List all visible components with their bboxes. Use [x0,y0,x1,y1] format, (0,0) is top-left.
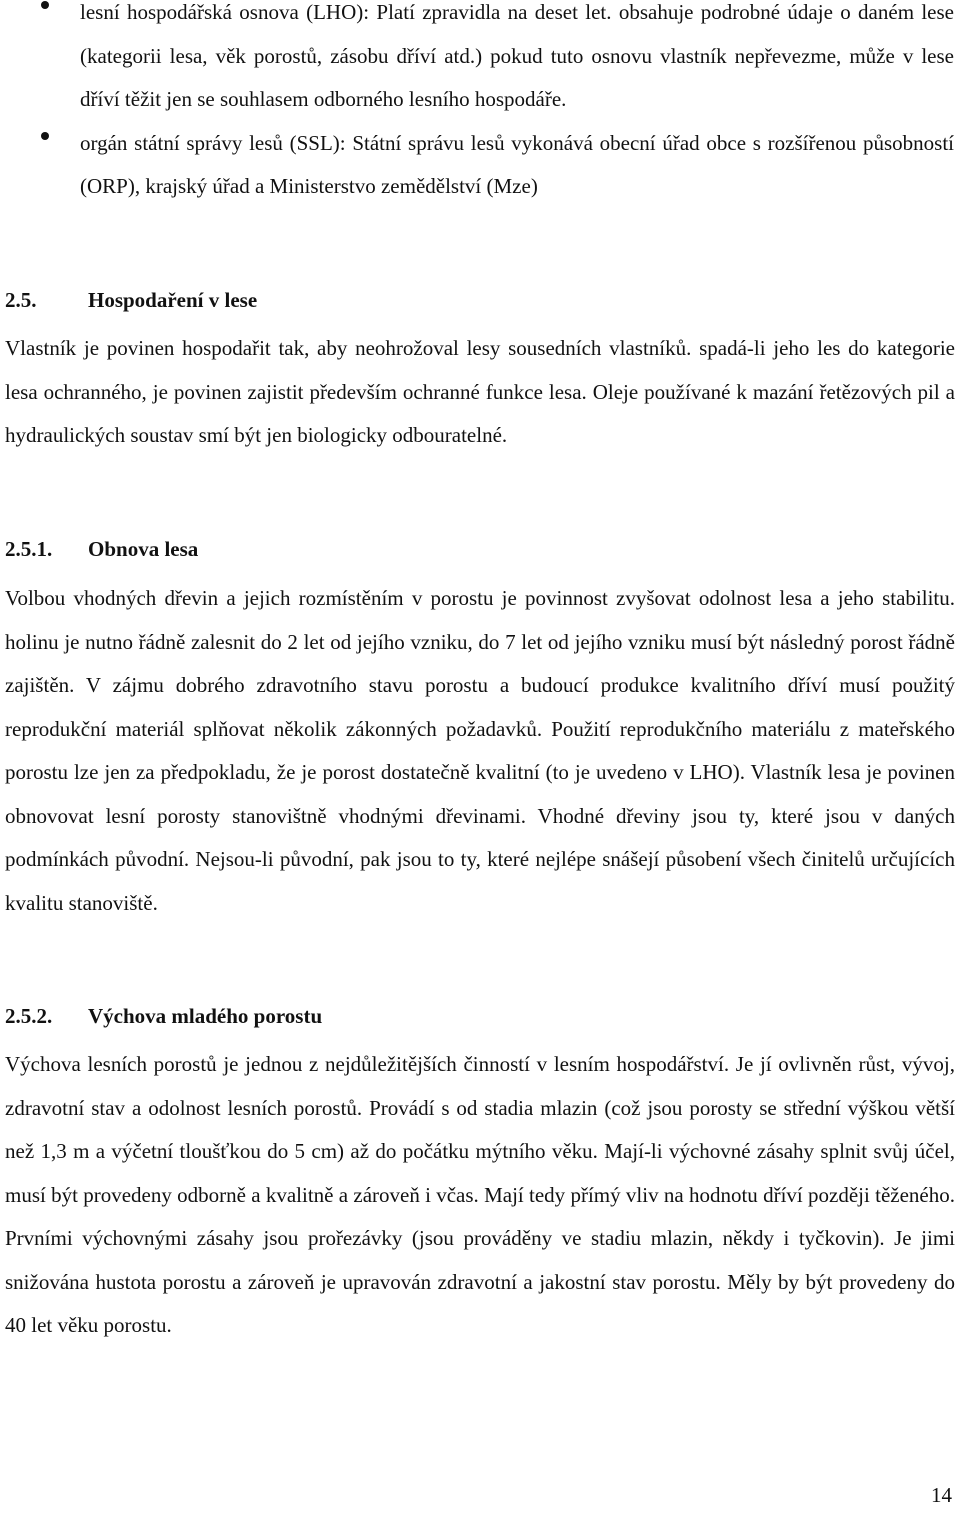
bullet-item-lho [0,0,960,122]
bullet-text: orgán státní správy lesů (SSL): Státní správu lesů vykonává obecní úřad obce s rozšířenou působností (ORP), krajský úřad a Ministerstvo zemědělství (Mze) [80,130,954,198]
section-body-2-5-2: Výchova lesních porostů je jednou z nejdůležitějších činností v lesním hospodářství. Je jí ovlivněn růst, vývoj, zdravotní stav a odolnost lesních porostů. Provádí s od stadia mlazin (což jsou porosty se střední výškou větší než 1,3 m a výčetní tloušťkou do 5 cm) až do počátku mýtního věku. Mají-li výchovné zásahy splnit svůj účel, musí být provedeny odborně a kvalitně a zároveň i včas. Mají tedy přímý vliv na hodnotu dříví později těženého. Prvními výchovnými zásahy jsou prořezávky (jsou prováděny ve stadiu mlazin, někdy i tyčkovin). Je jimi snižována hustota porostu a zároveň je upravován zdravotní a jakostní stav porostu. Měly by být provedeny do 40 let věku porostu. [5,1052,955,1337]
section-heading-2-5-1 [5,534,198,564]
bullet-item-ssl [0,122,960,209]
page-number: 14 [931,1483,952,1507]
section-heading-2-5-2 [5,1001,322,1031]
section-title: Výchova mladého porostu [88,1004,323,1028]
bullet-icon [41,132,49,140]
bullet-list [0,0,960,209]
bullet-icon [41,1,49,9]
section-number: 2.5.2. [5,1004,53,1028]
section-body-2-5-1: Volbou vhodných dřevin a jejich rozmístěním v porostu je povinnost zvyšovat odolnost lesa a jeho stabilitu. holinu je nutno řádně zalesnit do 2 let od jejího vzniku, do 7 let od jejího vzniku musí být následný porost řádně zajištěn. V zájmu dobrého zdravotního stavu porostu a budoucí produkce kvalitního dříví musí použitý reprodukční materiál splňovat několik zákonných požadavků. Použití reprodukčního materiálu z mateřského porostu lze jen za předpokladu, že je porost dostatečně kvalitní (to je uvedeno v LHO). Vlastník lesa je povinen obnovovat lesní porosty stanovištně vhodnými dřevinami. Vhodné dřeviny jsou ty, které jsou v daných podmínkách původní. Nejsou-li původní, pak jsou to ty, které nejlépe snášejí působení všech činitelů určujících kvalitu stanoviště. [5,586,955,915]
section-body-2-5: Vlastník je povinen hospodařit tak, aby neohrožoval lesy sousedních vlastníků. spadá-li jeho les do kategorie lesa ochranného, je povinen zajistit především ochranné funkce lesa. Oleje používané k mazání řetězových pil a hydraulických soustav smí být jen biologicky odbouratelné. [5,336,955,447]
section-heading-2-5 [5,285,257,315]
section-title: Obnova lesa [88,537,199,561]
section-title: Hospodaření v lese [88,288,258,312]
section-number: 2.5.1. [5,537,53,561]
bullet-text: lesní hospodářská osnova (LHO): Platí zpravidla na deset let. obsahuje podrobné údaje o daném lese (kategorii lesa, věk porostů, zásobu dříví atd.) pokud tuto osnovu vlastník nepřevezme, může v lese dříví těžit jen se souhlasem odborného lesního hospodáře. [80,0,954,111]
section-number: 2.5. [5,288,37,312]
